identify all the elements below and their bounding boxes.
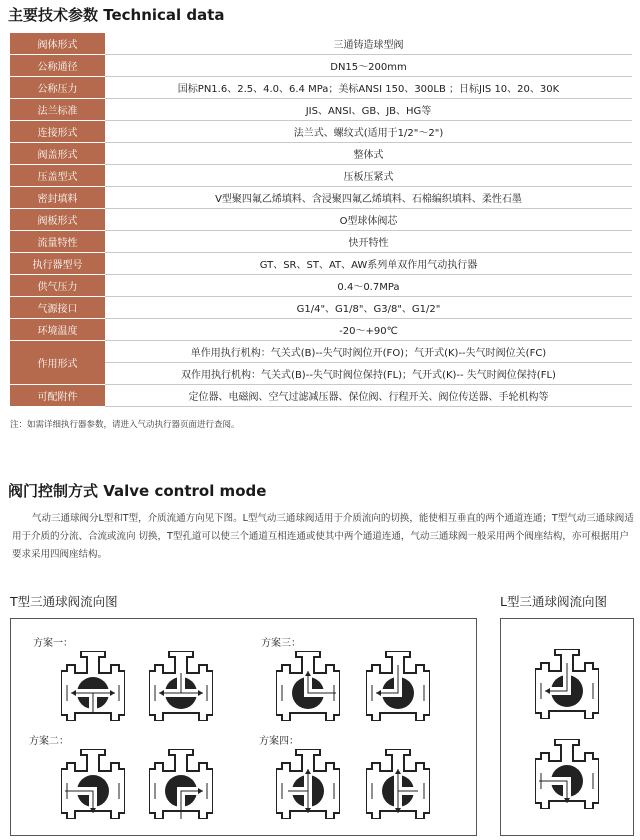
- spec-label: 环境温度: [10, 319, 105, 341]
- scheme-1-label: 方案一：: [33, 638, 73, 649]
- spec-row: [10, 165, 632, 187]
- spec-row: [10, 275, 632, 297]
- valve-diagram-4a: [276, 749, 340, 819]
- spec-value: 法兰式、螺纹式(适用于1/2"～2"): [105, 121, 632, 143]
- spec-note: 注：如需详细执行器参数，请进入气动执行器页面进行查阅。: [10, 420, 240, 430]
- valve-diagram-2b: [149, 749, 213, 819]
- spec-row: [10, 187, 632, 209]
- valve-diagram-3b: [366, 651, 430, 721]
- spec-value: 快开特性: [105, 231, 632, 253]
- valve-diagram-l2: [535, 739, 599, 809]
- scheme-4-label: 方案四：: [259, 736, 299, 747]
- spec-label: 执行器型号: [10, 253, 105, 275]
- spec-label: 压盖型式: [10, 165, 105, 187]
- valve-diagram-2a: [61, 749, 125, 819]
- spec-row: [10, 77, 632, 99]
- spec-label: 作用形式: [10, 341, 105, 385]
- spec-value: 定位器、电磁阀、空气过滤减压器、保位阀、行程开关、阀位传送器、手轮机构等: [105, 385, 632, 407]
- spec-value: 三通铸造球型阀: [105, 33, 632, 55]
- spec-label: 流量特性: [10, 231, 105, 253]
- l-diagram-frame: [500, 618, 634, 836]
- spec-label: 公称压力: [10, 77, 105, 99]
- spec-value: 双作用执行机构：气关式(B)--失气时阀位保持(FL)；气开式(K)-- 失气时阀位保持(FL): [105, 363, 632, 385]
- spec-value: 单作用执行机构：气关式(B)--失气时阀位开(FO)；气开式(K)--失气时阀位关(FC): [105, 341, 632, 363]
- spec-label: 密封填料: [10, 187, 105, 209]
- control-paragraph: 气动三通球阀分L型和T型，介质流通方向见下图。L型气动三通球阀适用于介质流向的切换，能使相互垂直的两个通道连通；T型气动三通球阀适用于介质的分流、合流或流向 切换，T型孔道可以使三个通道互相连通或使其中两个通道连通，气动三通球阀一般采用两个阀座结构，亦可根据用户要求采用四阀座结构。: [12, 513, 634, 560]
- valve-diagram-3a: [276, 651, 340, 721]
- spec-row: [10, 297, 632, 319]
- spec-label: 阀板形式: [10, 209, 105, 231]
- spec-row: [10, 341, 632, 363]
- t-diagram-frame: [10, 618, 477, 836]
- spec-label: 公称通径: [10, 55, 105, 77]
- spec-value: 整体式: [105, 143, 632, 165]
- control-heading: 阀门控制方式 Valve control mode: [8, 482, 267, 500]
- spec-label: 可配附件: [10, 385, 105, 407]
- spec-value: GT、SR、ST、AT、AW系列单双作用气动执行器: [105, 253, 632, 275]
- tech-heading: 主要技术参数 Technical data: [8, 6, 225, 24]
- spec-value: O型球体阀芯: [105, 209, 632, 231]
- valve-diagram-1a: [61, 651, 125, 721]
- spec-row: [10, 231, 632, 253]
- spec-value: 压板压紧式: [105, 165, 632, 187]
- spec-row: [10, 99, 632, 121]
- spec-row: [10, 55, 632, 77]
- spec-row: [10, 319, 632, 341]
- t-diagram-title: T型三通球阀流向图: [10, 594, 118, 609]
- scheme-3-label: 方案三：: [261, 638, 301, 649]
- scheme-2-label: 方案二：: [29, 736, 69, 747]
- spec-value: -20～+90℃: [105, 319, 632, 341]
- spec-row: [10, 121, 632, 143]
- valve-diagram-1b: [149, 651, 213, 721]
- spec-value: 0.4～0.7MPa: [105, 275, 632, 297]
- spec-label: 连接形式: [10, 121, 105, 143]
- spec-row: [10, 143, 632, 165]
- spec-value: 国标PN1.6、2.5、4.0、6.4 MPa；美标ANSI 150、300LB ；日标JIS 10、20、30K: [105, 77, 632, 99]
- spec-label: 气源接口: [10, 297, 105, 319]
- l-diagram-title: L型三通球阀流向图: [500, 594, 607, 609]
- spec-row: [10, 209, 632, 231]
- spec-row: [10, 253, 632, 275]
- spec-value: JIS、ANSI、GB、JB、HG等: [105, 99, 632, 121]
- spec-table: [10, 33, 632, 407]
- spec-label: 法兰标准: [10, 99, 105, 121]
- spec-value: DN15～200mm: [105, 55, 632, 77]
- spec-label: 阀体形式: [10, 33, 105, 55]
- spec-label: 阀盖形式: [10, 143, 105, 165]
- spec-row: [10, 33, 632, 55]
- valve-diagram-l1: [535, 649, 599, 719]
- spec-value: G1/4"、G1/8"、G3/8"、G1/2": [105, 297, 632, 319]
- spec-value: V型聚四氟乙烯填料、含浸聚四氟乙烯填料、石棉编织填料、柔性石墨: [105, 187, 632, 209]
- spec-row: [10, 385, 632, 407]
- spec-label: 供气压力: [10, 275, 105, 297]
- valve-diagram-4b: [366, 749, 430, 819]
